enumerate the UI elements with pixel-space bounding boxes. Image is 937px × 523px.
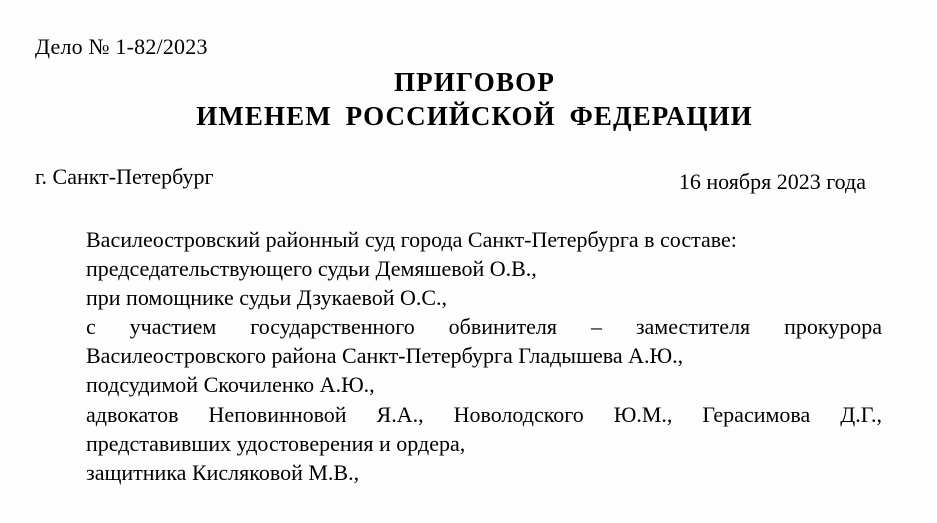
body-line-prosecutor: с участием государственного обвинителя – заместителя прокурора: [86, 314, 882, 340]
body-line-lawyers: адвокатов Неповинновой Я.А., Новолодского Ю.М., Герасимова Д.Г.,: [86, 401, 882, 427]
document-date: 16 ноября 2023 года: [678, 169, 866, 194]
body-line-district: Василеостровского района Санкт-Петербурга Гладышева А.Ю.,: [86, 343, 684, 369]
document-title: ПРИГОВОР: [393, 67, 556, 97]
document-subtitle: ИМЕНЕМ РОССИЙСКОЙ ФЕДЕРАЦИИ: [196, 101, 753, 131]
body-line-defender: защитника Кисляковой М.В.,: [86, 459, 360, 485]
body-line-court: Василеостровский районный суд города Санкт-Петербурга в составе:: [86, 227, 737, 252]
body-line-defendant: подсудимой Скочиленко А.Ю.,: [86, 372, 375, 398]
city: г. Санкт-Петербург: [35, 164, 214, 189]
body-line-judge: председательствующего судьи Демяшевой О.В.,: [86, 256, 537, 282]
document-body: [86, 225, 882, 487]
body-line-credentials: представивших удостоверения и ордера,: [86, 430, 466, 456]
case-number: Дело № 1-82/2023: [35, 34, 208, 59]
body-line-assistant: при помощнике судьи Дзукаевой О.С.,: [86, 285, 448, 311]
